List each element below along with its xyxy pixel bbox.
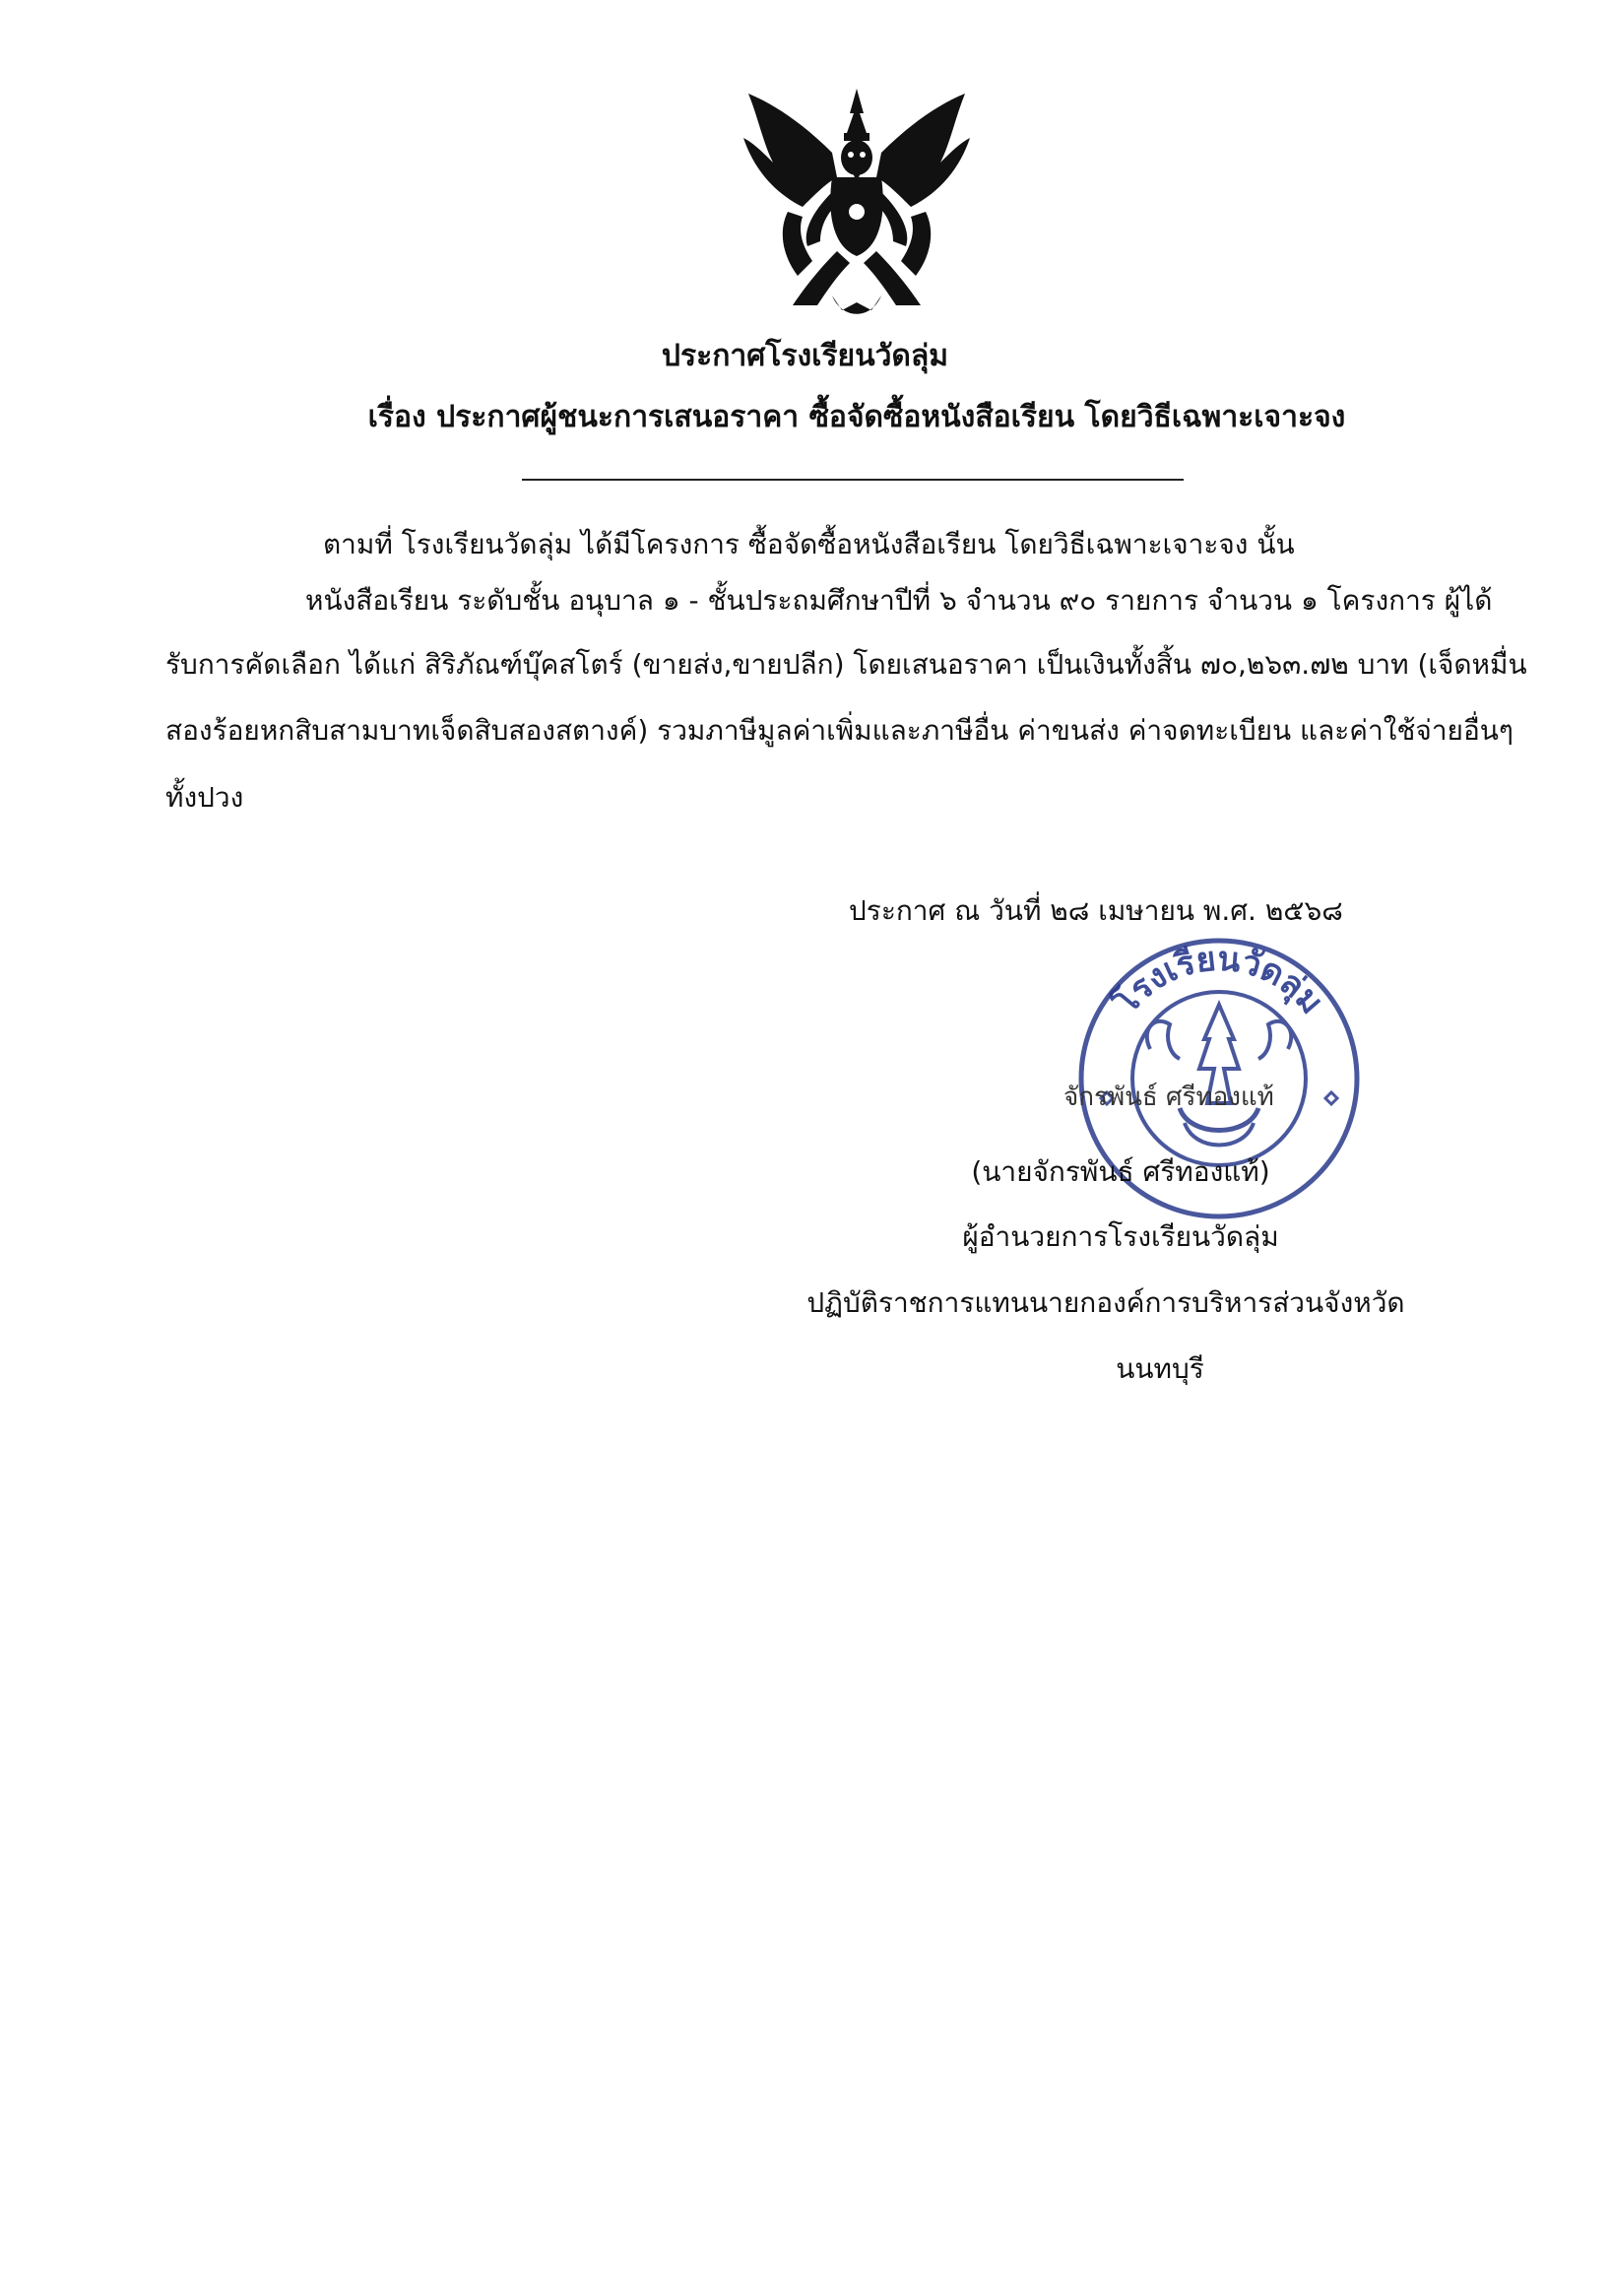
signatory-province: นนทบุรี [1116, 1352, 1204, 1385]
title-divider [522, 479, 1184, 481]
body-paragraph-line: หนังสือเรียน ระดับชั้น อนุบาล ๑ - ชั้นประถมศึกษาปีที่ ๖ จำนวน ๙๐ รายการ จำนวน ๑ โครงการ ผู้ได้ [305, 584, 1493, 617]
body-paragraph-line: ทั้งปวง [165, 781, 244, 814]
garuda-emblem-icon [734, 84, 980, 340]
body-paragraph-line: สองร้อยหกสิบสามบาทเจ็ดสิบสองสตางค์) รวมภาษีมูลค่าเพิ่มและภาษีอื่น ค่าขนส่ง ค่าจดทะเบียน และค่าใช้จ่ายอื่นๆ [165, 714, 1513, 747]
seal-text: โรงเรียนวัดลุ่ม [1106, 939, 1331, 1022]
signature-handwritten-name: จักรพันธ์ ศรีทองแท้ [1063, 1082, 1274, 1112]
document-subject: เรื่อง ประกาศผู้ชนะการเสนอราคา ซื้อจัดซื้อหนังสือเรียน โดยวิธีเฉพาะเจาะจง [367, 400, 1346, 434]
body-paragraph-line: ตามที่ โรงเรียนวัดลุ่ม ได้มีโครงการ ซื้อจัดซื้อหนังสือเรียน โดยวิธีเฉพาะเจาะจง นั้น [323, 528, 1295, 560]
body-paragraph-line: รับการคัดเลือก ได้แก่ สิริภัณฑ์บุ๊คสโตร์ (ขายส่ง,ขายปลีก) โดยเสนอราคา เป็นเงินทั้งสิ้น ๗๐,๒๖๓.๗๒ บาท (เจ็ดหมื่น [165, 648, 1527, 681]
document-title: ประกาศโรงเรียนวัดลุ่ม [661, 339, 949, 373]
signatory-full-name: (นายจักรพันธ์ ศรีทองแท้) [971, 1155, 1270, 1188]
signatory-acting-role: ปฏิบัติราชการแทนนายกองค์การบริหารส่วนจังหวัด [806, 1286, 1405, 1319]
announcement-date: ประกาศ ณ วันที่ ๒๘ เมษายน พ.ศ. ๒๕๖๘ [849, 894, 1343, 927]
signatory-position: ผู้อำนวยการโรงเรียนวัดลุ่ม [962, 1220, 1279, 1253]
